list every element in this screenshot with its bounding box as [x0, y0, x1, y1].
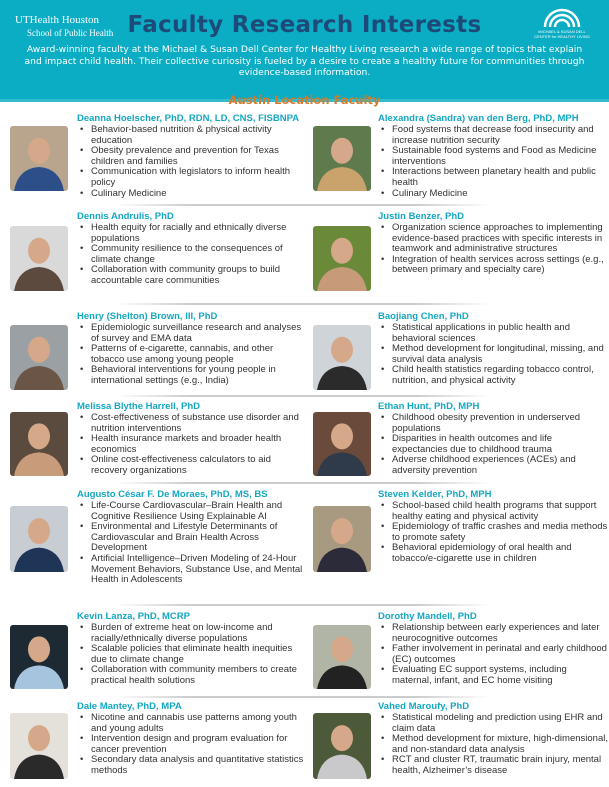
research-interest-item: • RCT and cluster RT, traumatic brain injury, mental health, Alzheimer’s disease	[380, 755, 608, 776]
research-interests-list	[380, 223, 608, 276]
research-interest-item: • Patterns of e-cigarette, cannabis, and other tobacco use among young people	[79, 344, 305, 365]
row-divider	[115, 482, 490, 484]
person-silhouette-icon	[313, 625, 371, 689]
person-silhouette-icon	[313, 506, 371, 572]
research-interest-item: • Epidemiologic surveillance research and analyses of survey and EMA data	[79, 323, 305, 344]
faculty-photo	[10, 412, 68, 476]
logo-line-2: School of Public Health	[27, 28, 114, 38]
faculty-name: Vahed Maroufy, PhD	[378, 701, 470, 712]
research-interests-list	[380, 413, 608, 477]
logo-right-line-2: CENTER for HEALTHY LIVING	[534, 34, 590, 39]
research-interest-item: • Evaluating EC support systems, including maternal, infant, and EC home visiting	[380, 665, 608, 686]
page-title: Faculty Research Interests	[127, 12, 482, 38]
faculty-photo	[10, 506, 68, 572]
faculty-photo	[10, 126, 68, 191]
person-silhouette-icon	[313, 126, 371, 191]
research-interest-item: • Obesity prevalence and prevention for Texas children and families	[79, 146, 305, 167]
research-interest-item: • Culinary Medicine	[380, 189, 608, 200]
dell-center-logo	[526, 6, 598, 39]
research-interest-item: • Father involvement in perinatal and early childhood (EC) outcomes	[380, 644, 608, 665]
faculty-name: Alexandra (Sandra) van den Berg, PhD, MPH	[378, 113, 579, 124]
research-interests-list	[380, 623, 608, 687]
person-silhouette-icon	[313, 713, 371, 779]
faculty-name: Augusto César F. De Moraes, PhD, MS, BS	[77, 489, 268, 500]
research-interest-item: • Statistical applications in public health and behavioral sciences	[380, 323, 608, 344]
research-interest-item: • Health equity for racially and ethnically diverse populations	[79, 223, 305, 244]
person-silhouette-icon	[10, 325, 68, 390]
research-interest-item: • Epidemiology of traffic crashes and media methods to promote safety	[380, 522, 608, 543]
row-divider	[115, 395, 490, 397]
rainbow-arc-icon	[542, 6, 582, 28]
research-interests-list	[380, 501, 608, 565]
faculty-photo	[313, 625, 371, 689]
research-interest-item: • Integration of health services across settings (e.g., between primary and specialty care)	[380, 255, 608, 276]
faculty-name: Kevin Lanza, PhD, MCRP	[77, 611, 190, 622]
faculty-name: Melissa Blythe Harrell, PhD	[77, 401, 201, 412]
person-silhouette-icon	[313, 325, 371, 390]
header-banner	[0, 0, 609, 102]
research-interest-item: • Collaboration with community groups to build accountable care communities	[79, 265, 305, 286]
row-divider	[115, 604, 490, 606]
research-interest-item: • Environmental and Lifestyle Determinants of Cardiovascular and Brain Health Across Development	[79, 522, 305, 554]
research-interests-list	[380, 323, 608, 387]
research-interest-item: • Statistical modeling and prediction using EHR and claim data	[380, 713, 608, 734]
faculty-photo	[313, 226, 371, 291]
research-interest-item: • Culinary Medicine	[79, 189, 305, 200]
research-interest-item: • Childhood obesity prevention in underserved populations	[380, 413, 608, 434]
research-interest-item: • Interactions between planetary health and public health	[380, 167, 608, 188]
faculty-name: Steven Kelder, PhD, MPH	[378, 489, 492, 500]
faculty-name: Dennis Andrulis, PhD	[77, 211, 174, 222]
research-interest-item: • Collaboration with community members to create practical health solutions	[79, 665, 305, 686]
research-interests-list	[79, 413, 305, 477]
research-interest-item: • Communication with legislators to inform health policy	[79, 167, 305, 188]
research-interest-item: • Intervention design and program evaluation for cancer prevention	[79, 734, 305, 755]
faculty-name: Deanna Hoelscher, PhD, RDN, LD, CNS, FISBNPA	[77, 113, 300, 124]
person-silhouette-icon	[10, 506, 68, 572]
faculty-photo	[10, 625, 68, 689]
faculty-photo	[10, 325, 68, 390]
research-interest-item: • Behavioral interventions for young people in international settings (e.g., India)	[79, 365, 305, 386]
section-title: Austin Location Faculty	[228, 93, 381, 107]
faculty-photo	[10, 226, 68, 291]
research-interests-list	[79, 623, 305, 687]
person-silhouette-icon	[313, 226, 371, 291]
faculty-name: Ethan Hunt, PhD, MPH	[378, 401, 480, 412]
row-divider	[115, 696, 490, 698]
research-interest-item: • Disparities in health outcomes and life expectancies due to childhood trauma	[380, 434, 608, 455]
research-interest-item: • Behavioral epidemiology of oral health and tobacco/e-cigarette use in children	[380, 543, 608, 564]
person-silhouette-icon	[10, 226, 68, 291]
research-interest-item: • Adverse childhood experiences (ACEs) and adversity prevention	[380, 455, 608, 476]
research-interest-item: • Online cost-effectiveness calculators to aid recovery organizations	[79, 455, 305, 476]
research-interest-item: • Community resilience to the consequences of climate change	[79, 244, 305, 265]
logo-line-1: UTHealth Houston	[15, 14, 100, 26]
research-interest-item: • Health insurance markets and broader health economics	[79, 434, 305, 455]
research-interest-item: • Food systems that decrease food insecurity and increase nutrition security	[380, 125, 608, 146]
research-interest-item: • School-based child health programs that support healthy eating and physical activity	[380, 501, 608, 522]
intro-text: Award-winning faculty at the Michael & Susan Dell Center for Healthy Living research a wide range of topics that explain and impact child health. Their collective curiosity is fueled by a desire to create a healthy future for communities through evidence-based information.	[24, 44, 585, 78]
person-silhouette-icon	[10, 625, 68, 689]
faculty-name: Dale Mantey, PhD, MPA	[77, 701, 182, 712]
research-interest-item: • Sustainable food systems and Food as Medicine interventions	[380, 146, 608, 167]
faculty-name: Henry (Shelton) Brown, III, PhD	[77, 311, 218, 322]
research-interest-item: • Secondary data analysis and quantitative statistics methods	[79, 755, 305, 776]
row-divider	[115, 303, 490, 305]
research-interests-list	[79, 323, 305, 387]
faculty-photo	[313, 412, 371, 476]
research-interest-item: • Method development for mixture, high-dimensional, and non-standard data analysis	[380, 734, 608, 755]
research-interest-item: • Nicotine and cannabis use patterns among youth and young adults	[79, 713, 305, 734]
research-interest-item: • Child health statistics regarding tobacco control, nutrition, and physical activity	[380, 365, 608, 386]
research-interest-item: • Relationship between early experiences and later neurocognitive outcomes	[380, 623, 608, 644]
faculty-photo	[313, 126, 371, 191]
faculty-photo	[313, 325, 371, 390]
research-interest-item: • Burden of extreme heat on low-income and racially/ethnically diverse populations	[79, 623, 305, 644]
research-interests-list	[79, 501, 305, 586]
research-interest-item: • Cost-effectiveness of substance use disorder and nutrition interventions	[79, 413, 305, 434]
research-interests-list	[79, 223, 305, 287]
person-silhouette-icon	[10, 713, 68, 779]
faculty-photo	[313, 506, 371, 572]
faculty-photo	[10, 713, 68, 779]
research-interests-list	[380, 125, 608, 199]
person-silhouette-icon	[10, 412, 68, 476]
research-interest-item: • Life-Course Cardiovascular–Brain Health and Cognitive Resilience Using Explainable AI	[79, 501, 305, 522]
research-interest-item: • Method development for longitudinal, missing, and survival data analysis	[380, 344, 608, 365]
research-interests-list	[79, 713, 305, 777]
logo-right-line-1: MICHAEL & SUSAN DELL	[538, 29, 586, 34]
research-interest-item: • Organization science approaches to implementing evidence-based practices with specific interests in teamwork and administrative structures	[380, 223, 608, 255]
faculty-photo	[313, 713, 371, 779]
faculty-name: Dorothy Mandell, PhD	[378, 611, 477, 622]
person-silhouette-icon	[10, 126, 68, 191]
faculty-name: Justin Benzer, PhD	[378, 211, 465, 222]
faculty-name: Baojiang Chen, PhD	[378, 311, 469, 322]
research-interest-item: • Artificial Intelligence–Driven Modeling of 24-Hour Movement Behaviors, Substance Use, and Mental Health in Adolescents	[79, 554, 305, 586]
row-divider	[115, 204, 490, 206]
research-interest-item: • Scalable policies that eliminate health inequities due to climate change	[79, 644, 305, 665]
research-interest-item: • Behavior-based nutrition & physical activity education	[79, 125, 305, 146]
person-silhouette-icon	[313, 412, 371, 476]
research-interests-list	[380, 713, 608, 777]
research-interests-list	[79, 125, 305, 199]
